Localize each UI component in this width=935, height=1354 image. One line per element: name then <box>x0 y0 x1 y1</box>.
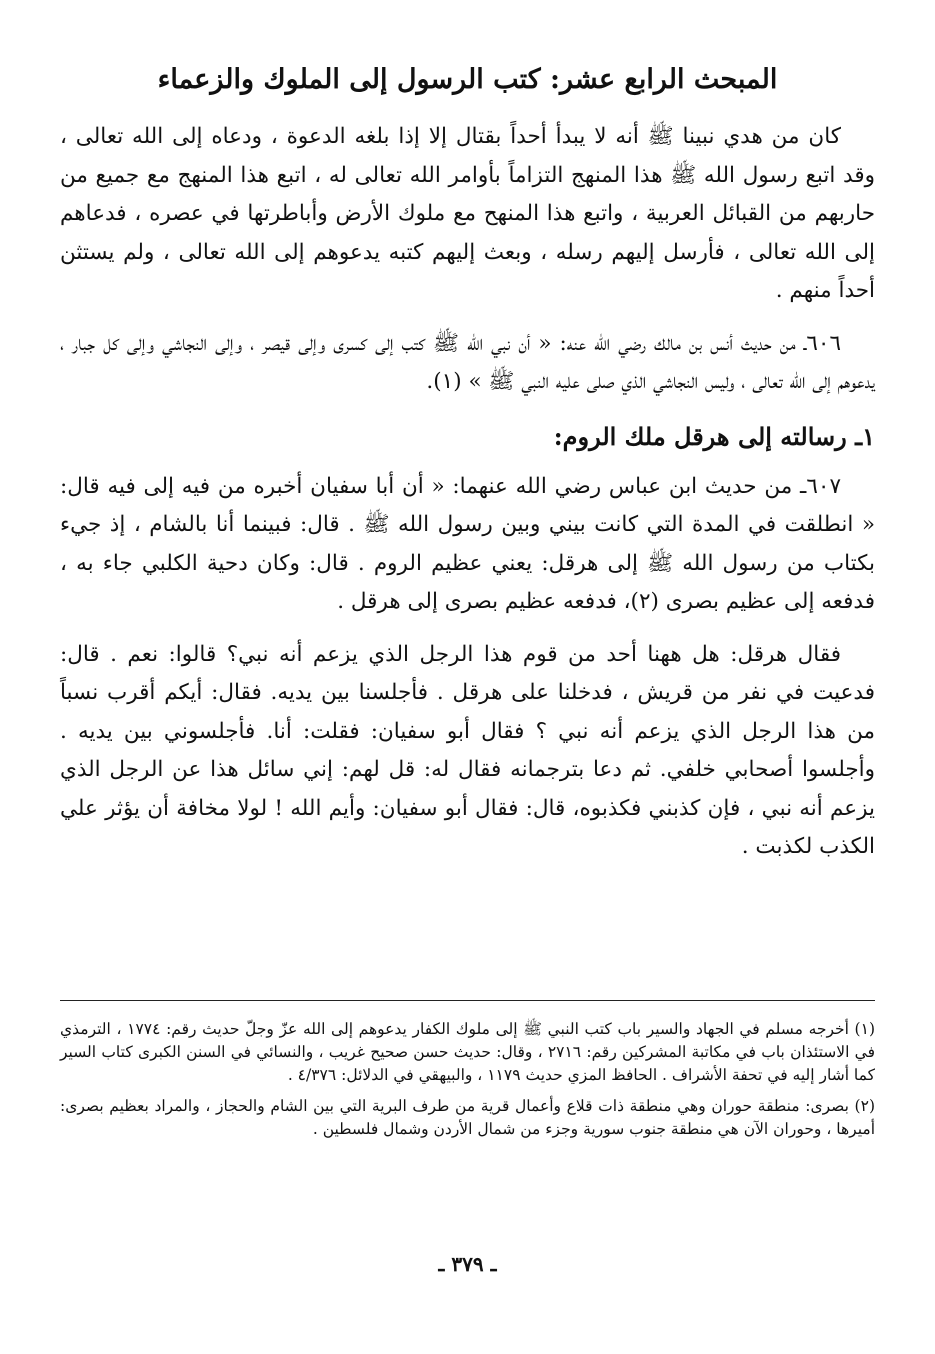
main-text <box>60 118 875 877</box>
section-heading: ١ـ رسالته إلى هرقل ملك الروم: <box>553 421 875 451</box>
hadith-607-paragraph: ٦٠٧ـ من حديث ابن عباس رضي الله عنهما: « أن أبا سفيان أخبره من فيه إلى فيه قال: « انطلقت في المدة التي كانت بيني وبين رسول الله ﷺ . قال: فبينما أنا بالشام ، إذ جيء بكتاب من رسول الله ﷺ إلى هرقل: يعني عظيم الروم . قال: وكان دحية الكلبي جاء به ، فدفعه إلى عظيم بصرى (٢)، فدفعه عظيم بصرى إلى هرقل . <box>60 473 875 614</box>
footnote-divider <box>60 1000 875 1001</box>
page-number: ـ ٣٧٩ ـ <box>438 1252 497 1276</box>
intro-paragraph: كان من هدي نبينا ﷺ أنه لا يبدأ أحداً بقتال إلا إذا بلغه الدعوة ، ودعاه إلى الله تعالى ، وقد اتبع رسول الله ﷺ هذا المنهج التزاماً بأوامر الله تعالى له ، اتبع هذا المنهج مع جميع من حاربهم من القبائل العربية ، واتبع هذا المنهح مع ملوك الأرض وأباطرتها في عصره ، فدعاهم إلى الله تعالى ، فأرسل إليهم رسله ، وبعث إليهم كتبه يدعوهم إلى الله تعالى ، ولم يستثن أحداً منهم . <box>60 124 875 303</box>
heraclius-paragraph: فقال هرقل: هل ههنا أحد من قوم هذا الرجل الذي يزعم أنه نبي؟ قالوا: نعم . قال: فدعيت في نفر من قريش ، فدخلنا على هرقل . فأجلسنا بين يديه. فقال: أيكم أقرب نسباً من هذا الرجل الذي يزعم أنه نبي ؟ فقال أبو سفيان: فقلت: أنا. فأجلسوني بين يديه . وأجلسوا أصحابي خلفي. ثم دعا بترجمانه فقال له: قل لهم: إني سائل هذا عن الرجل الذي يزعم أنه نبي ، فإن كذبني فكذبوه، قال: فقال أبو سفيان: وأيم الله ! لولا مخافة أن يؤثر علي الكذب لكذبت . <box>60 641 875 859</box>
footnote-2: (٢) بصرى: منطقة حوران وهي منطقة ذات قلاع وأعمال قرية من طرف البرية التي بين الشام والحجاز ، والمراد بعظيم بصرى: أميرها ، وحوران الآن هي منطقة جنوب سورية وجزء من شمال الأردن وشمال فلسطين . <box>60 1097 875 1138</box>
footnote-1: (١) أخرجه مسلم في الجهاد والسير باب كتب النبي ﷺ إلى ملوك الكفار يدعوهم إلى الله عزّ وجلّ حديث رقم: ١٧٧٤ ، الترمذي في الاستئذان باب في مكاتبة المشركين رقم: ٢٧١٦ ، وقال: حديث حسن صحيح غريب ، والنسائي في السنن الكبرى كتاب السير كما أشار إليه في تحفة الأشراف . الحافظ المزي حديث ١١٧٩ ، والبيهقي في الدلائل: ٤/٣٧٦ . <box>60 1020 875 1084</box>
hadith-606-paragraph: ٦٠٦ـ من حديث أنس بن مالك رضي الله عنه: « أن نبي الله ﷺ كتب إلى كسرى وإلى قيصر ، وإلى النجاشي وإلى كل جبار ، يدعوهم إلى الله تعالى ، وليس النجاشي الذي صلى عليه النبي ﷺ » (١). <box>60 330 875 394</box>
chapter-title: المبحث الرابع عشر: كتب الرسول إلى الملوك والزعماء <box>157 64 778 95</box>
footnotes-section <box>60 1018 875 1149</box>
